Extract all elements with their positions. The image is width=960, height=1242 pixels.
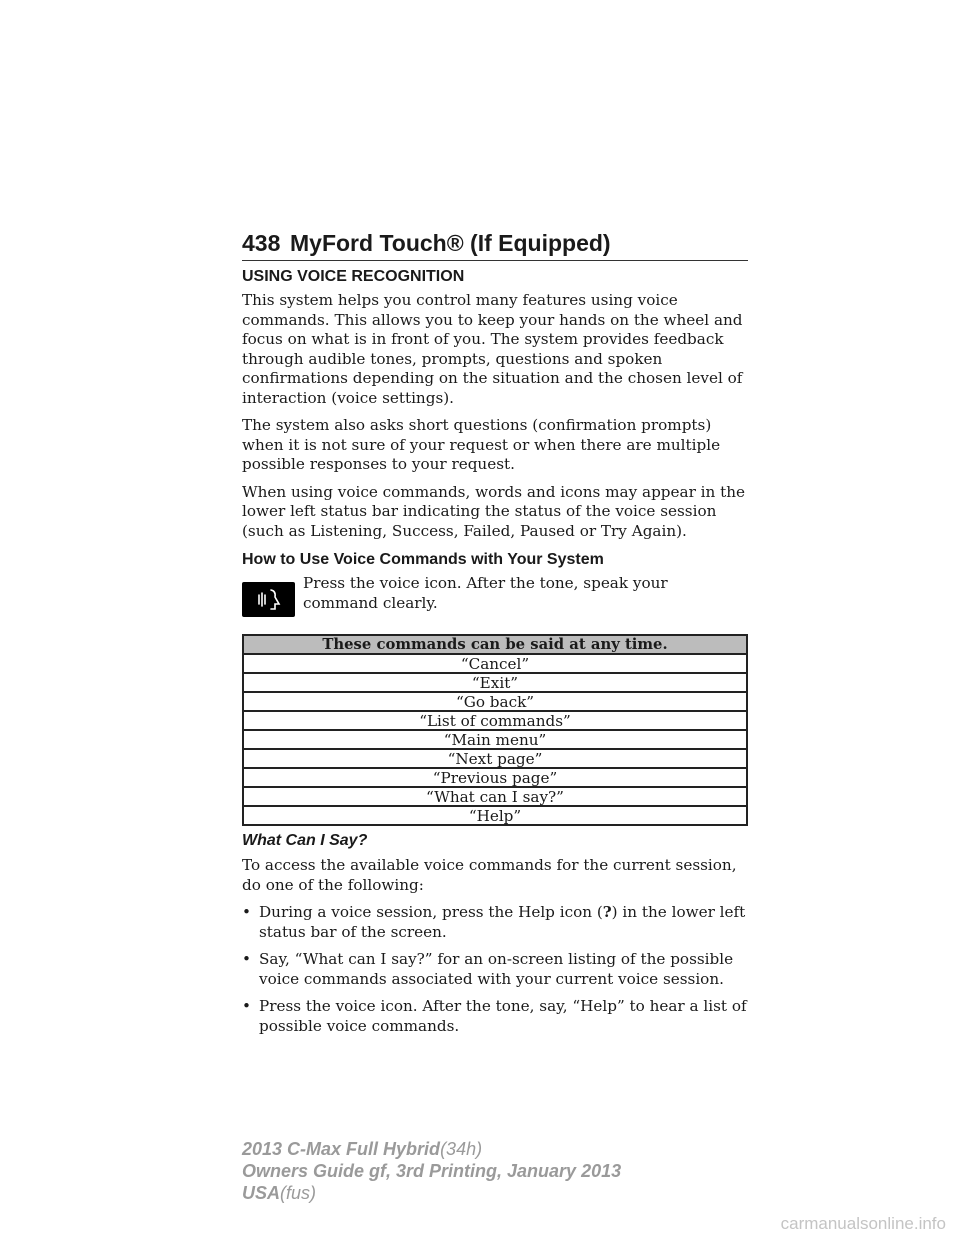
section-heading: USING VOICE RECOGNITION <box>242 268 465 285</box>
footer-edition: Owners Guide gf, 3rd Printing, January 2013 <box>242 1161 622 1181</box>
chapter-title: MyFord Touch® (If Equipped) <box>290 230 611 256</box>
command-cell: “Next page” <box>243 749 747 768</box>
options-list <box>242 903 748 1036</box>
list-item <box>242 903 748 942</box>
voice-icon-instructions: Press the voice icon. After the tone, speak your command clearly. <box>303 574 668 612</box>
bullet: • <box>242 903 251 921</box>
footer-model-code: (34h) <box>440 1139 483 1159</box>
list-item <box>242 950 748 989</box>
footer-market: USA <box>242 1183 281 1203</box>
table-row <box>243 768 747 787</box>
table-row <box>243 749 747 768</box>
command-cell: “Help” <box>243 806 747 825</box>
command-cell: “Previous page” <box>243 768 747 787</box>
commands-table-header: These commands can be said at any time. <box>243 635 747 654</box>
command-cell: “Exit” <box>243 673 747 692</box>
command-cell: “Main menu” <box>243 730 747 749</box>
document-footer <box>242 1138 621 1204</box>
help-icon-glyph: ? <box>602 903 612 921</box>
command-cell: “What can I say?” <box>243 787 747 806</box>
list-item <box>242 997 748 1036</box>
table-row <box>243 673 747 692</box>
page-header <box>242 228 748 261</box>
watermark: carmanualsonline.info <box>780 1214 946 1233</box>
what-can-i-say-intro: To access the available voice commands for the current session, do one of the following: <box>242 856 737 894</box>
command-cell: “List of commands” <box>243 711 747 730</box>
bullet-text: During a voice session, press the Help icon ( <box>259 903 603 921</box>
what-can-i-say-heading: What Can I Say? <box>242 832 368 849</box>
table-row <box>243 711 747 730</box>
table-row <box>243 654 747 673</box>
how-to-heading: How to Use Voice Commands with Your System <box>242 551 604 568</box>
bullet-text: Press the voice icon. After the tone, say, “Help” to hear a list of possible voice commands. <box>259 997 747 1035</box>
table-row <box>243 787 747 806</box>
table-row <box>243 730 747 749</box>
bullet: • <box>242 950 251 968</box>
table-row <box>243 692 747 711</box>
voice-icon-row <box>242 574 748 624</box>
bullet-text: ) in the lower left status bar of the screen. <box>259 903 746 941</box>
command-cell: “Go back” <box>243 692 747 711</box>
command-cell: “Cancel” <box>243 654 747 673</box>
bullet-text: Say, “What can I say?” for an on-screen listing of the possible voice commands associated with your current voice session. <box>259 950 734 988</box>
table-row <box>243 806 747 825</box>
footer-model: 2013 C-Max Full Hybrid <box>242 1139 441 1159</box>
paragraph-confirmation: The system also asks short questions (confirmation prompts) when it is not sure of your request or when there are multiple possible responses to your request. <box>242 416 721 473</box>
bullet: • <box>242 997 251 1015</box>
paragraph-status-bar: When using voice commands, words and icons may appear in the lower left status bar indicating the status of the voice session (such as Listening, Success, Failed, Paused or Try Again). <box>242 482 745 540</box>
footer-market-code: (fus) <box>280 1183 317 1203</box>
commands-table <box>242 634 748 826</box>
voice-icon <box>242 582 295 617</box>
paragraph-intro: This system helps you control many features using voice commands. This allows you to keep your hands on the wheel and focus on what is in front of you. The system provides feedback through audible tones, prompts, questions and spoken confirmations depending on the situation and the chosen level of interaction (voice settings). <box>242 291 743 407</box>
page-number: 438 <box>242 230 281 256</box>
page-content <box>242 268 748 1044</box>
